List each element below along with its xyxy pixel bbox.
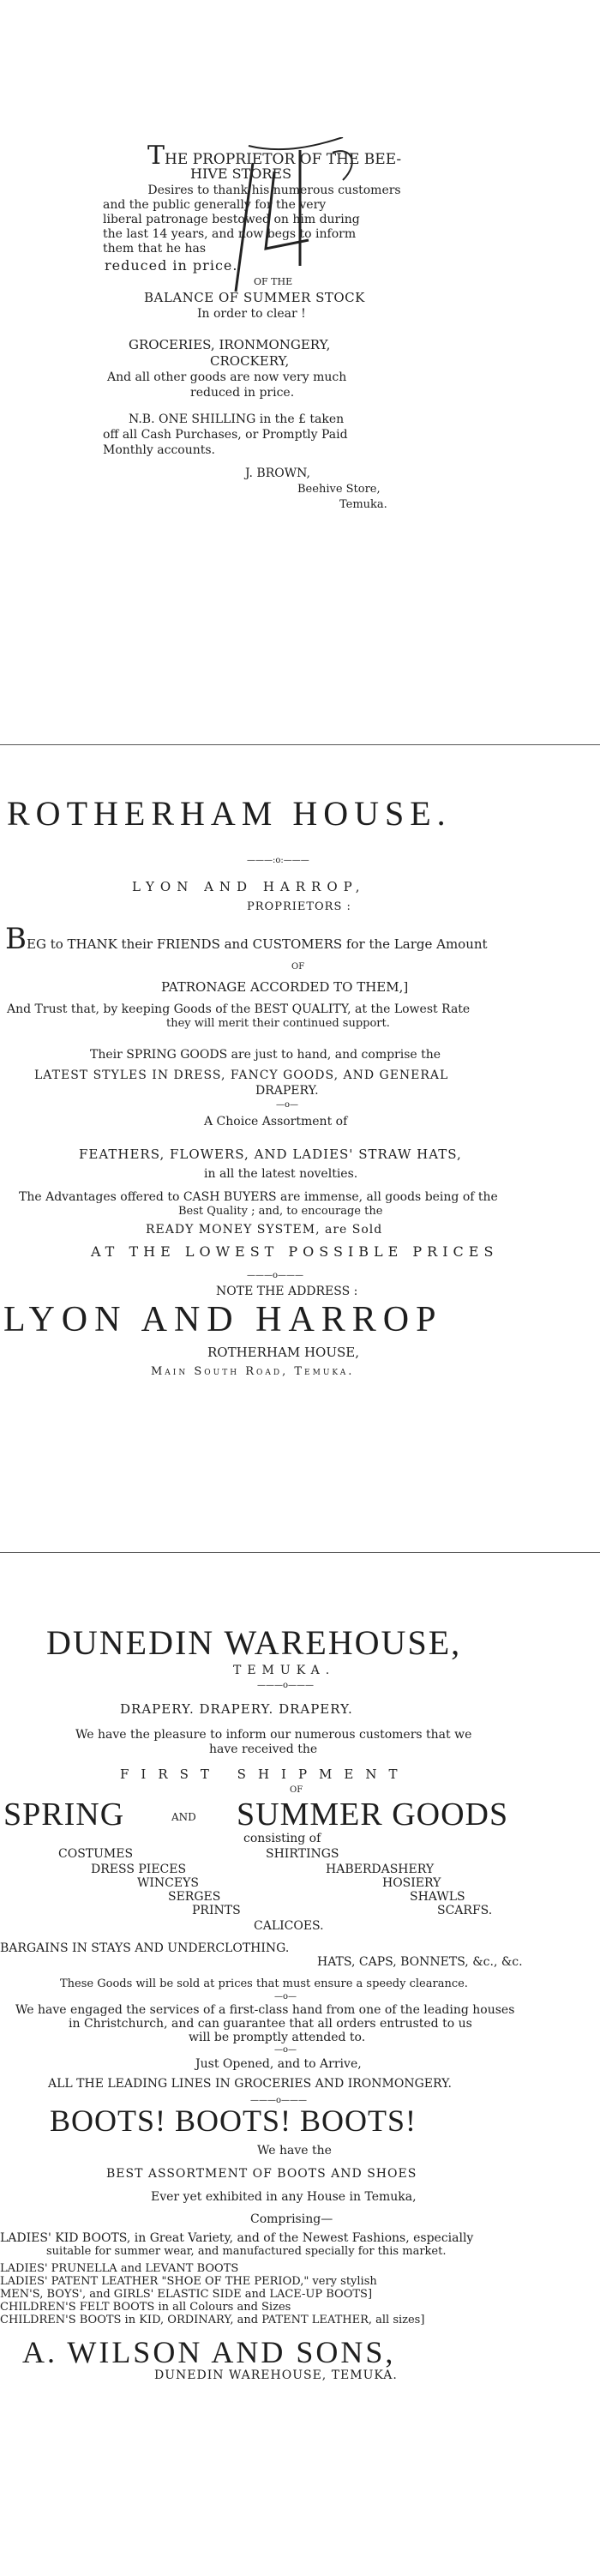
ornament: ———o———: [257, 1681, 315, 1690]
rotherham-choice: A Choice Assortment of: [204, 1115, 348, 1129]
dunedin-signature: A. WILSON AND SONS,: [22, 2335, 396, 2369]
dunedin-opened: Just Opened, and to Arrive,: [195, 2057, 362, 2071]
dunedin-title: DUNEDIN WAREHOUSE,: [46, 1623, 462, 1662]
item-scarfs: SCARFS.: [437, 1904, 493, 1917]
rotherham-lowest: AT THE LOWEST POSSIBLE PRICES: [91, 1243, 499, 1260]
beehive-reduced-price: reduced in price.: [190, 386, 295, 400]
item-hosiery: HOSIERY: [382, 1876, 441, 1890]
rotherham-advantages-2: Best Quality ; and, to encourage the: [178, 1205, 383, 1218]
ornament: —o—: [274, 1992, 297, 2001]
dunedin-kid-2: suitable for summer wear, and manufactured specially for this market.: [46, 2245, 447, 2258]
rotherham-name: LYON AND HARROP: [3, 1300, 443, 1339]
dunedin-we-have: We have the: [257, 2144, 332, 2158]
beehive-goods: And all other goods are now very much: [107, 370, 347, 384]
dunedin-boots: BOOTS! BOOTS! BOOTS!: [50, 2104, 417, 2138]
list-item: MEN'S, BOYS', and GIRLS' ELASTIC SIDE and LACE-UP BOOTS]: [0, 2288, 373, 2301]
ornament: ———:o:———: [247, 856, 309, 865]
dunedin-hats: HATS, CAPS, BONNETS, &c., &c.: [317, 1955, 523, 1969]
rotherham-novelties: in all the latest novelties.: [204, 1167, 358, 1181]
beehive-reduced: reduced in price.: [105, 257, 238, 274]
list-item: CHILDREN'S FELT BOOTS in all Colours and Sizes: [0, 2301, 291, 2314]
dunedin-best: BEST ASSORTMENT OF BOOTS AND SHOES: [106, 2167, 417, 2181]
item-haberdashery: HABERDASHERY: [326, 1863, 435, 1876]
beehive-balance: BALANCE OF SUMMER STOCK: [144, 290, 365, 305]
dunedin-kid-1: LADIES' KID BOOTS, in Great Variety, and of the Newest Fashions, especially: [0, 2231, 474, 2245]
beehive-nb: [103, 412, 446, 458]
list-item: LADIES' PRUNELLA and LEVANT BOOTS: [0, 2262, 239, 2275]
rotherham-latest-2: DRAPERY.: [255, 1084, 319, 1098]
dunedin-and: AND: [171, 1811, 196, 1823]
beehive-crockery: CROCKERY,: [210, 353, 290, 369]
beehive-clear: In order to clear !: [197, 307, 306, 321]
dunedin-clearance: These Goods will be sold at prices that must ensure a speedy clearance.: [60, 1977, 468, 1990]
rotherham-beg: BEG to THANK their FRIENDS and CUSTOMERS for the Large Amount: [5, 922, 488, 956]
beehive-town: Temuka.: [339, 498, 387, 511]
rotherham-advantages-1: The Advantages offered to CASH BUYERS are immense, all goods being of the: [19, 1190, 498, 1204]
rotherham-trust-1: And Trust that, by keeping Goods of the BEST QUALITY, at the Lowest Rate: [7, 1002, 471, 1016]
dunedin-pleasure-1: We have the pleasure to inform our numerous customers that we: [75, 1728, 472, 1742]
column-divider: [0, 744, 600, 745]
rotherham-spring: Their SPRING GOODS are just to hand, and comprise the: [90, 1048, 441, 1062]
beehive-store: Beehive Store,: [297, 483, 381, 496]
dunedin-comprising: Comprising—: [250, 2212, 333, 2226]
item-prints: PRINTS: [192, 1904, 241, 1917]
dunedin-advert: [0, 1554, 600, 2576]
dunedin-spring: SPRING: [3, 1797, 125, 1833]
rotherham-ready: READY MONEY SYSTEM, are Sold: [146, 1223, 383, 1237]
rotherham-house: ROTHERHAM HOUSE,: [207, 1345, 359, 1360]
beehive-of-the: OF THE: [254, 276, 293, 287]
beehive-advert: [0, 0, 600, 737]
item-dress-pieces: DRESS PIECES: [91, 1863, 187, 1876]
ornament: ———o———: [247, 1271, 304, 1280]
nb-line: Monthly accounts.: [103, 443, 216, 457]
beehive-signature: J. BROWN,: [245, 466, 310, 480]
dunedin-boot-list: [0, 2262, 424, 2326]
dunedin-engaged-1: We have engaged the services of a first-class hand from one of the leading houses: [15, 2003, 515, 2017]
item-shawls: SHAWLS: [410, 1890, 465, 1904]
dunedin-pleasure-2: have received the: [209, 1742, 318, 1756]
dunedin-summer: SUMMER GOODS: [237, 1797, 509, 1833]
nb-line: off all Cash Purchases, or Promptly Paid: [103, 428, 348, 442]
list-item: LADIES' PATENT LEATHER "SHOE OF THE PERIOD," very stylish: [0, 2275, 377, 2288]
ornament: ———o———: [250, 2096, 308, 2105]
dunedin-engaged-2: in Christchurch, and can guarantee that all orders entrusted to us: [69, 2017, 472, 2031]
rotherham-owners: LYON AND HARROP,: [132, 879, 366, 894]
rotherham-proprietors: PROPRIETORS :: [247, 900, 351, 913]
dunedin-bargains: BARGAINS IN STAYS AND UNDERCLOTHING.: [0, 1941, 290, 1955]
ornament: —o—: [276, 1100, 299, 1110]
item-calicoes: CALICOES.: [254, 1919, 324, 1933]
body-line: Desires to thank his numerous customers: [147, 184, 401, 197]
dunedin-consisting: consisting of: [243, 1832, 321, 1845]
rotherham-address: Main South Road, Temuka.: [151, 1365, 355, 1378]
item-costumes: COSTUMES: [58, 1847, 134, 1861]
dunedin-first: FIRST SHIPMENT: [120, 1766, 410, 1782]
dunedin-ever: Ever yet exhibited in any House in Temuka,: [151, 2190, 417, 2204]
body-line: them that he has: [103, 242, 207, 256]
rotherham-trust-2: they will merit their continued support.: [166, 1017, 390, 1030]
rotherham-patronage: PATRONAGE ACCORDED TO THEM,]: [161, 979, 409, 995]
dunedin-drapery: DRAPERY. DRAPERY. DRAPERY.: [120, 1701, 353, 1717]
body-line: and the public generally for the very: [103, 198, 327, 212]
rotherham-note: NOTE THE ADDRESS :: [216, 1285, 358, 1298]
dunedin-of: OF: [290, 1785, 303, 1795]
rotherham-title: ROTHERHAM HOUSE.: [7, 794, 452, 833]
body-line: liberal patronage bestowed on him during: [103, 213, 360, 226]
dunedin-leading: ALL THE LEADING LINES IN GROCERIES AND IRONMONGERY.: [48, 2077, 452, 2091]
handwritten-mark-icon: [231, 137, 360, 300]
rotherham-of: OF: [291, 962, 305, 972]
item-winceys: WINCEYS: [137, 1876, 199, 1890]
item-serges: SERGES: [168, 1890, 221, 1904]
ornament: —o—: [274, 2045, 297, 2055]
item-shirtings: SHIRTINGS: [266, 1847, 339, 1861]
nb-line: N.B. ONE SHILLING in the £ taken: [129, 412, 345, 426]
list-item: CHILDREN'S BOOTS in KID, ORDINARY, and PATENT LEATHER, all sizes]: [0, 2314, 425, 2326]
body-line: the last 14 years, and now begs to inform: [103, 227, 357, 241]
dunedin-town: TEMUKA.: [233, 1664, 336, 1677]
rotherham-latest-1: LATEST STYLES IN DRESS, FANCY GOODS, AND GENERAL: [34, 1068, 449, 1082]
rotherham-advert: [0, 746, 600, 1552]
beehive-headline: THE PROPRIETOR OF THE BEE-: [147, 141, 402, 171]
dunedin-engaged-3: will be promptly attended to.: [189, 2031, 366, 2044]
dunedin-footer: DUNEDIN WAREHOUSE, TEMUKA.: [154, 2368, 398, 2382]
beehive-headline-2: HIVE STORES: [190, 166, 292, 182]
column-divider: [0, 1552, 600, 1553]
beehive-groceries: GROCERIES, IRONMONGERY,: [129, 337, 331, 352]
rotherham-feathers: FEATHERS, FLOWERS, AND LADIES' STRAW HATS,: [79, 1147, 462, 1162]
